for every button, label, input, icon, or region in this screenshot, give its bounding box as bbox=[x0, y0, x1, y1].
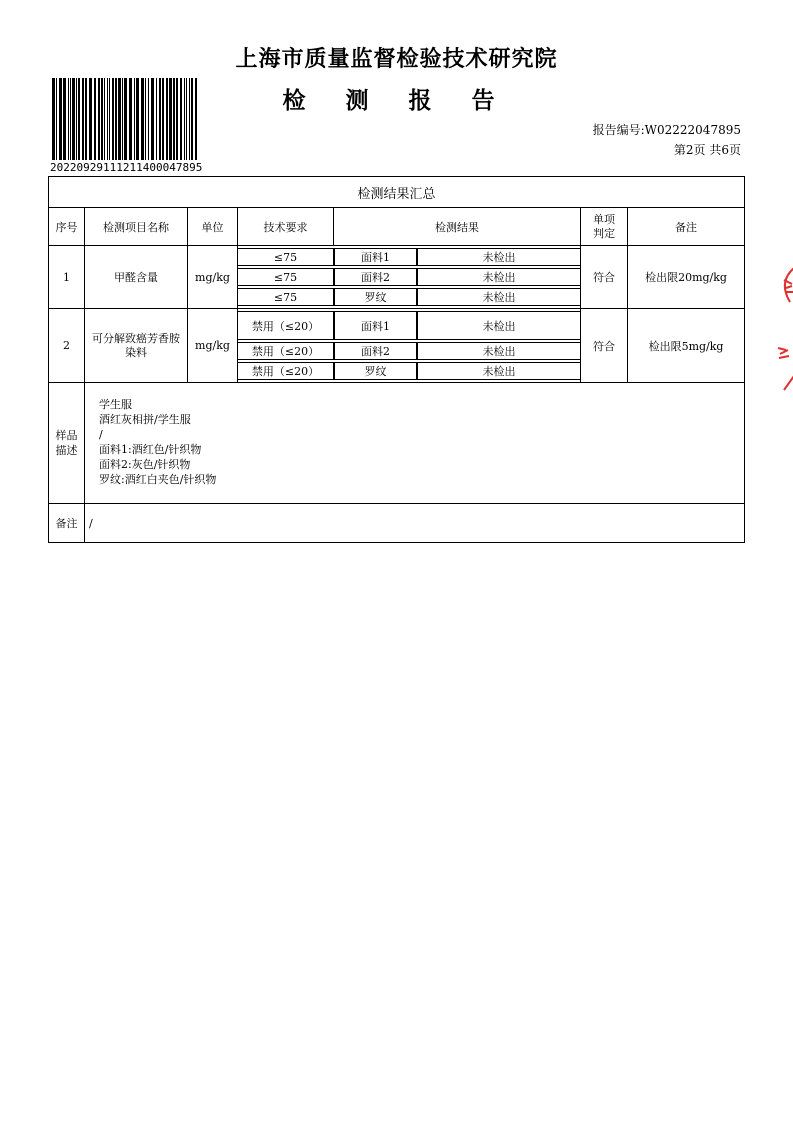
barcode-bar bbox=[191, 78, 193, 160]
barcode-bar bbox=[107, 78, 108, 160]
sub-requirement: ≤75 bbox=[238, 288, 334, 306]
sample-label: 样品 描述 bbox=[49, 383, 85, 504]
row-item: 甲醛含量 bbox=[85, 246, 188, 309]
row-seq: 2 bbox=[49, 309, 85, 383]
barcode-bar bbox=[136, 78, 139, 160]
sub-row bbox=[238, 248, 580, 266]
barcode-number: 20220929111211400047895 bbox=[50, 161, 203, 174]
col-header-judgement: 单项 判定 bbox=[581, 208, 628, 246]
sub-part: 罗纹 bbox=[334, 288, 417, 306]
barcode-bar bbox=[112, 78, 114, 160]
sub-part: 面料1 bbox=[334, 311, 417, 340]
barcode-bar bbox=[85, 78, 87, 160]
sub-result: 未检出 bbox=[417, 342, 580, 360]
row-seq: 1 bbox=[49, 246, 85, 309]
sub-requirement: 禁用（≤20） bbox=[238, 342, 334, 360]
barcode-bar bbox=[89, 78, 92, 160]
barcode-bar bbox=[101, 78, 103, 160]
sample-line: 学生服 bbox=[99, 398, 132, 411]
barcode-bar bbox=[72, 78, 75, 160]
sample-line: 面料2:灰色/针织物 bbox=[99, 458, 191, 471]
sample-line: 面料1:酒红色/针织物 bbox=[99, 443, 202, 456]
row-judgement: 符合 bbox=[581, 246, 628, 309]
sub-part: 面料2 bbox=[334, 268, 417, 286]
sub-results bbox=[238, 309, 581, 383]
col-header-item: 检测项目名称 bbox=[85, 208, 188, 246]
report-title: 检 测 报 告 bbox=[282, 88, 511, 114]
barcode-bar bbox=[134, 78, 135, 160]
row-unit: mg/kg bbox=[188, 246, 238, 309]
barcode bbox=[50, 78, 200, 160]
barcode-bar bbox=[145, 78, 146, 160]
sub-row bbox=[238, 362, 580, 380]
barcode-bar bbox=[148, 78, 149, 160]
barcode-bar bbox=[159, 78, 161, 160]
sub-result: 未检出 bbox=[417, 268, 580, 286]
sub-result: 未检出 bbox=[417, 362, 580, 380]
row-remark: 检出限20mg/kg bbox=[628, 246, 745, 309]
barcode-bar bbox=[59, 78, 62, 160]
barcode-bar bbox=[162, 78, 164, 160]
barcode-bar bbox=[76, 78, 77, 160]
sub-row bbox=[238, 342, 580, 360]
report-number: 报告编号:W02222047895 bbox=[592, 123, 741, 137]
col-header-remark: 备注 bbox=[628, 208, 745, 246]
sub-part: 罗纹 bbox=[334, 362, 417, 380]
sample-row bbox=[49, 383, 745, 504]
table-caption: 检测结果汇总 bbox=[49, 177, 745, 208]
barcode-bar bbox=[70, 78, 71, 160]
notes-value: / bbox=[85, 504, 745, 543]
barcode-bar bbox=[195, 78, 197, 160]
barcode-bar bbox=[56, 78, 57, 160]
sub-requirement: 禁用（≤20） bbox=[238, 362, 334, 380]
sub-row bbox=[238, 288, 580, 306]
table-row bbox=[49, 246, 745, 309]
sub-row bbox=[238, 268, 580, 286]
sub-requirement: 禁用（≤20） bbox=[238, 311, 334, 340]
col-header-result: 检测结果 bbox=[334, 208, 581, 246]
sub-part: 面料1 bbox=[334, 248, 417, 266]
barcode-bar bbox=[129, 78, 132, 160]
barcode-bar bbox=[186, 78, 187, 160]
barcode-bar bbox=[189, 78, 190, 160]
sub-requirement: ≤75 bbox=[238, 268, 334, 286]
row-judgement: 符合 bbox=[581, 309, 628, 383]
barcode-bar bbox=[68, 78, 69, 160]
sub-part: 面料2 bbox=[334, 342, 417, 360]
barcode-bar bbox=[166, 78, 168, 160]
barcode-bar bbox=[122, 78, 123, 160]
barcode-bar bbox=[118, 78, 121, 160]
sample-line: 酒红灰相拼/学生服 bbox=[99, 413, 191, 426]
sub-results bbox=[238, 246, 581, 309]
barcode-bar bbox=[94, 78, 96, 160]
col-header-seq: 序号 bbox=[49, 208, 85, 246]
barcode-bar bbox=[169, 78, 172, 160]
row-item: 可分解致癌芳香胺染料 bbox=[85, 309, 188, 383]
sub-result: 未检出 bbox=[417, 311, 580, 340]
barcode-bar bbox=[124, 78, 127, 160]
barcode-bar bbox=[115, 78, 117, 160]
barcode-bar bbox=[109, 78, 110, 160]
barcode-bar bbox=[104, 78, 105, 160]
sub-row bbox=[238, 311, 580, 340]
sub-result: 未检出 bbox=[417, 288, 580, 306]
col-header-unit: 单位 bbox=[188, 208, 238, 246]
sample-description bbox=[85, 383, 745, 504]
barcode-bar bbox=[82, 78, 84, 160]
barcode-bar bbox=[173, 78, 175, 160]
row-remark: 检出限5mg/kg bbox=[628, 309, 745, 383]
sub-result: 未检出 bbox=[417, 248, 580, 266]
notes-label: 备注 bbox=[49, 504, 85, 543]
page-info: 第2页 共6页 bbox=[673, 143, 741, 157]
barcode-bar bbox=[141, 78, 144, 160]
barcode-bar bbox=[98, 78, 100, 160]
barcode-bar bbox=[184, 78, 185, 160]
sample-line: / bbox=[99, 428, 103, 441]
barcode-bar bbox=[176, 78, 178, 160]
notes-row bbox=[49, 504, 745, 543]
barcode-bar bbox=[151, 78, 154, 160]
sub-requirement: ≤75 bbox=[238, 248, 334, 266]
barcode-bar bbox=[180, 78, 182, 160]
col-header-requirement: 技术要求 bbox=[238, 208, 334, 246]
sample-line: 罗纹:酒红白夹色/针织物 bbox=[99, 473, 217, 486]
barcode-bar bbox=[63, 78, 66, 160]
table-row bbox=[49, 309, 745, 383]
row-unit: mg/kg bbox=[188, 309, 238, 383]
results-table bbox=[48, 176, 745, 543]
org-name: 上海市质量监督检验技术研究院 bbox=[235, 47, 558, 72]
barcode-bar bbox=[156, 78, 157, 160]
barcode-bar bbox=[78, 78, 80, 160]
seal-stamp bbox=[764, 262, 793, 392]
barcode-bar bbox=[52, 78, 55, 160]
